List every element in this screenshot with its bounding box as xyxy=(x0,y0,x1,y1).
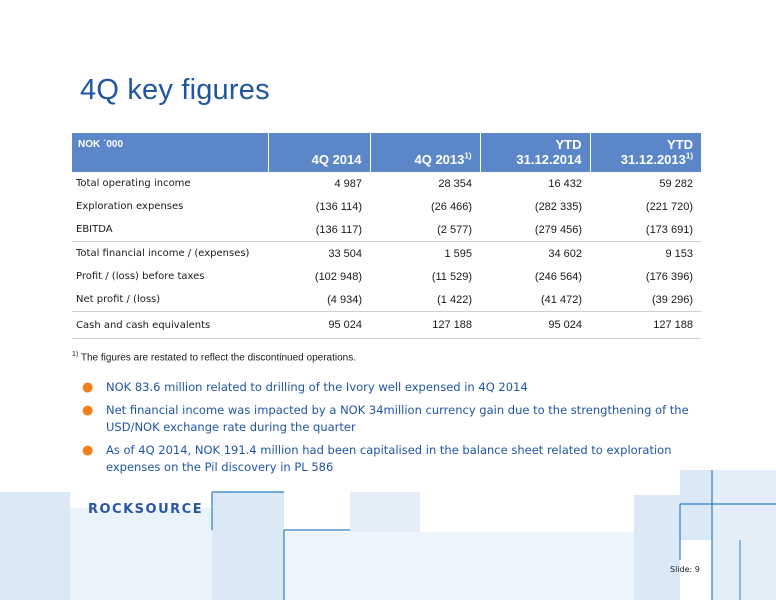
cell-value: 127 188 xyxy=(370,312,480,339)
cell-value: (173 691) xyxy=(590,218,701,242)
cell-value: 28 354 xyxy=(438,177,472,190)
cell-value: (246 564) xyxy=(534,270,582,283)
slide-title: 4Q key figures xyxy=(80,74,270,106)
unit-header: NOK ´000 xyxy=(72,133,268,172)
key-figures-table xyxy=(72,133,701,339)
cell-value: 33 504 xyxy=(328,247,362,260)
bullet-dot-icon: ● xyxy=(82,403,94,418)
row-label: Exploration expenses xyxy=(76,201,184,212)
cell-value: 34 602 xyxy=(548,247,582,260)
row-label: Total financial income / (expenses) xyxy=(76,248,250,259)
row-label: Total operating income xyxy=(76,178,191,189)
table-row xyxy=(72,172,701,195)
row-label: EBITDA xyxy=(72,218,268,242)
cell-value: (102 948) xyxy=(314,270,362,283)
col-header-label: 4Q 2013 xyxy=(414,152,465,167)
footnote-ref: 1) xyxy=(685,151,693,161)
cell-value: (136 114) xyxy=(315,200,362,213)
footnote-ref: 1) xyxy=(464,151,472,161)
cell-value: (2 577) xyxy=(370,218,480,242)
cell-value: (11 529) xyxy=(431,270,472,283)
row-label: Cash and cash equivalents xyxy=(72,312,268,339)
col-header-date: 31.12.2013 xyxy=(620,152,686,167)
col-header-date: 31.12.2014 xyxy=(516,152,582,167)
cell-value: (26 466) xyxy=(431,200,472,213)
footnote xyxy=(72,351,356,363)
cell-value: (41 472) xyxy=(480,288,590,312)
bullet-item xyxy=(82,442,722,476)
cell-value: 16 432 xyxy=(548,177,582,190)
cell-value: (279 456) xyxy=(480,218,590,242)
cell-value: (39 296) xyxy=(590,288,701,312)
cell-value: (4 934) xyxy=(268,288,370,312)
bullet-text: NOK 83.6 million related to drilling of the Ivory well expensed in 4Q 2014 xyxy=(106,380,528,394)
table-row xyxy=(72,242,701,266)
bullet-dot-icon: ● xyxy=(82,380,94,395)
row-label: Profit / (loss) before taxes xyxy=(76,271,205,282)
footnote-marker: 1) xyxy=(72,351,79,358)
table-row xyxy=(72,312,701,339)
bullet-item xyxy=(82,379,722,396)
bullet-list xyxy=(82,379,722,482)
col-header-4q-2013 xyxy=(370,133,480,172)
table-row xyxy=(72,265,701,288)
cell-value: (1 422) xyxy=(370,288,480,312)
cell-value: 95 024 xyxy=(268,312,370,339)
cell-value: 9 153 xyxy=(665,247,693,260)
cell-value: (136 117) xyxy=(268,218,370,242)
col-header-ytd-2014 xyxy=(480,133,590,172)
bullet-item xyxy=(82,402,722,436)
bullet-dot-icon: ● xyxy=(82,443,94,458)
col-header-label: YTD xyxy=(667,137,693,152)
bullet-text: As of 4Q 2014, NOK 191.4 million had been capitalised in the balance sheet related to exploration expenses on the Pil discovery in PL 586 xyxy=(106,443,672,474)
cell-value: 127 188 xyxy=(590,312,701,339)
cell-value: 1 595 xyxy=(444,247,472,260)
col-header-ytd-2013 xyxy=(590,133,701,172)
bullet-text: Net financial income was impacted by a NOK 34million currency gain due to the strengthening of the USD/NOK exchange rate during the quarter xyxy=(106,403,689,434)
footnote-text: The figures are restated to reflect the discontinued operations. xyxy=(78,352,356,364)
col-header-4q-2014 xyxy=(268,133,370,172)
col-header-label: 4Q 2014 xyxy=(311,152,362,167)
row-label: Net profit / (loss) xyxy=(72,288,268,312)
cell-value: (282 335) xyxy=(534,200,582,213)
cell-value: (176 396) xyxy=(645,270,693,283)
table-row xyxy=(72,288,701,312)
table-row xyxy=(72,218,701,242)
slide-number: Slide: 9 xyxy=(670,565,700,574)
cell-value: 4 987 xyxy=(334,177,362,190)
cell-value: 59 282 xyxy=(659,177,693,190)
col-header-label: YTD xyxy=(555,137,582,152)
table-header-row xyxy=(72,133,701,172)
cell-value: (221 720) xyxy=(645,200,693,213)
cell-value: 95 024 xyxy=(480,312,590,339)
company-logo: ROCKSOURCE xyxy=(88,502,204,517)
table-row xyxy=(72,195,701,218)
